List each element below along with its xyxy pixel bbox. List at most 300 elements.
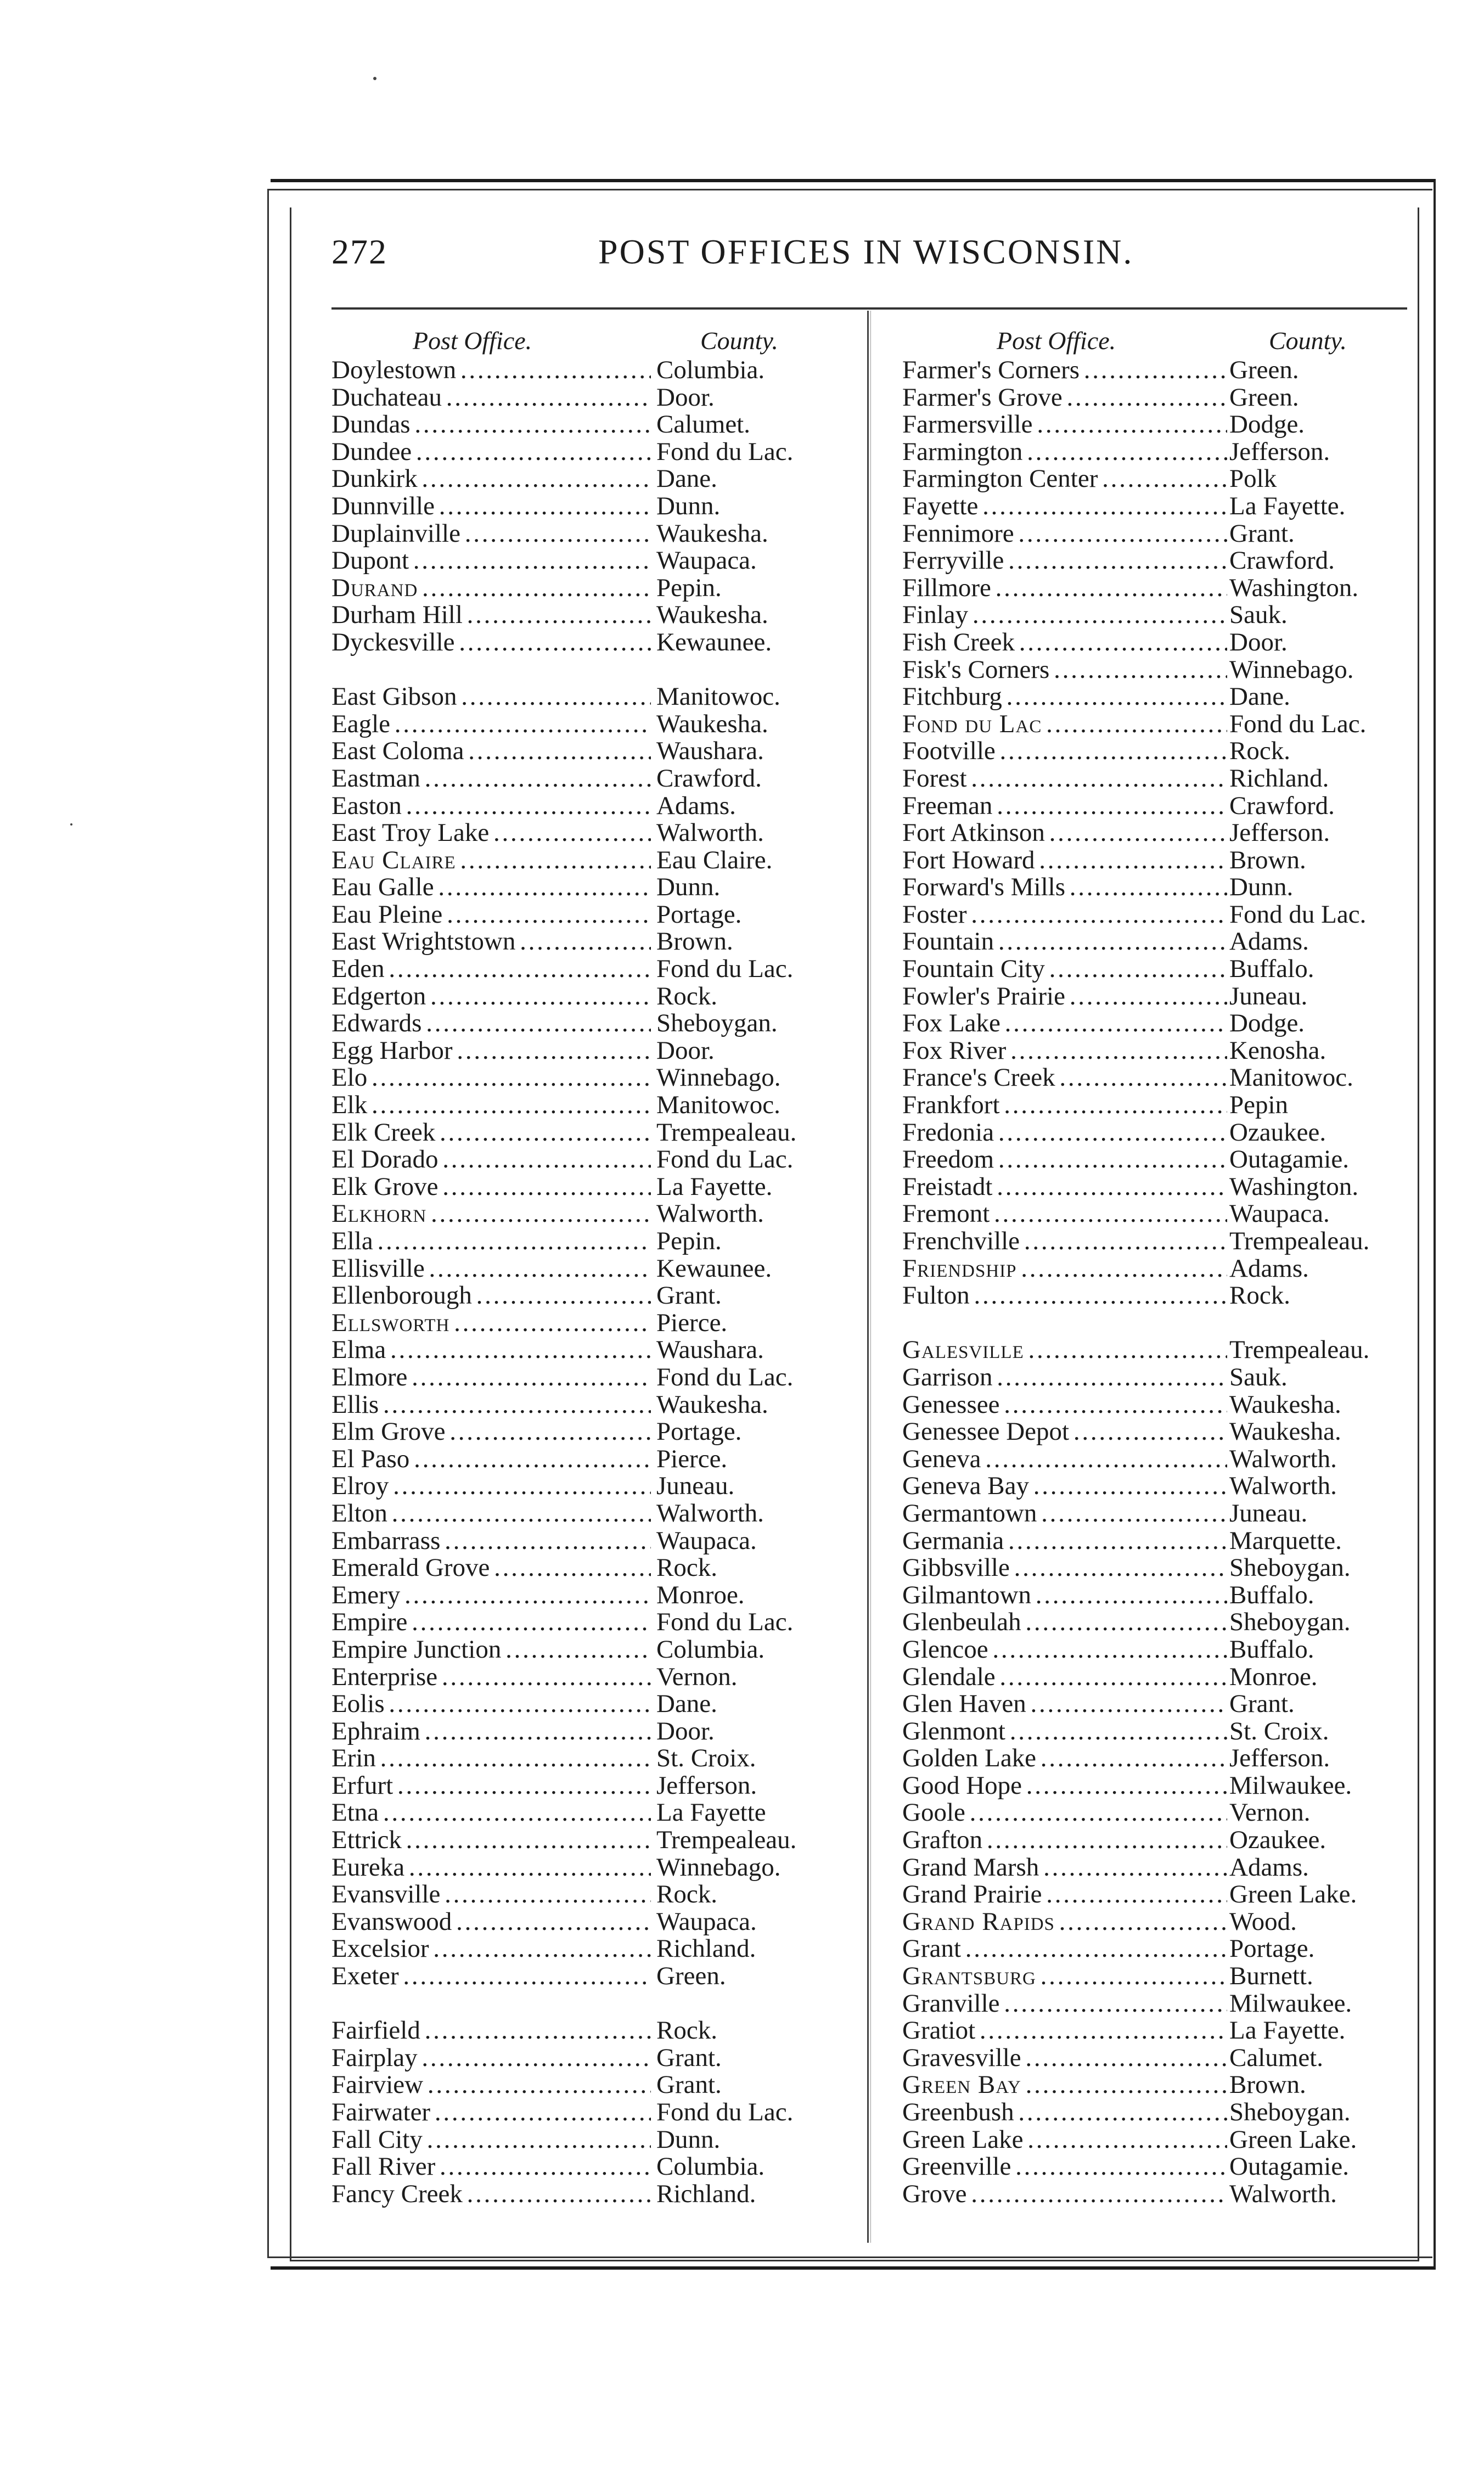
post-office-name: East Troy Lake . . . xyxy=(331,819,651,847)
county-name: Adams. xyxy=(1229,1254,1309,1283)
county-name: La Fayette. xyxy=(1229,491,1346,520)
county-name: Sauk. xyxy=(1229,600,1288,630)
post-office-name: Granville . . . xyxy=(902,1990,1227,2018)
post-office-entry xyxy=(331,575,858,602)
county-name: Portage. xyxy=(656,1417,742,1446)
county-name: Dane. xyxy=(656,1689,717,1719)
post-office-name: Greenville . . . xyxy=(902,2153,1227,2181)
post-office-name: Genessee . . . xyxy=(902,1391,1227,1419)
post-office-name: Glenmont . . . xyxy=(902,1718,1227,1745)
post-office-name: Farmer's Corners . . . xyxy=(902,357,1227,384)
post-office-entry xyxy=(331,465,858,493)
post-office-name: Greenbush . . . xyxy=(902,2099,1227,2126)
county-name: Buffalo. xyxy=(1229,955,1314,984)
post-office-name: East Coloma . . . xyxy=(331,738,651,765)
post-office-entry xyxy=(902,956,1418,983)
county-name: Walworth. xyxy=(656,818,764,847)
post-office-name: El Dorado . . . xyxy=(331,1146,651,1174)
post-office-name: Friendship . . . xyxy=(902,1255,1227,1283)
county-name: Grant. xyxy=(1229,1689,1295,1719)
county-name: Waupaca. xyxy=(656,1526,757,1555)
post-office-entry xyxy=(902,1337,1418,1364)
post-office-entry xyxy=(331,847,858,874)
post-office-name: Grant . . . xyxy=(902,1935,1227,1963)
county-name: Door. xyxy=(656,1716,715,1745)
county-name: Manitowoc. xyxy=(1229,1063,1353,1092)
county-name: Winnebago. xyxy=(656,1063,781,1092)
column-divider xyxy=(867,311,869,2243)
post-office-name: Fremont . . . xyxy=(902,1200,1227,1228)
county-name: St. Croix. xyxy=(656,1744,756,1773)
county-name: Dane. xyxy=(1229,682,1290,711)
post-office-entry xyxy=(902,1718,1418,1745)
post-office-entry xyxy=(331,1037,858,1065)
county-name: Adams. xyxy=(1229,1852,1309,1882)
post-office-name: Forest . . . xyxy=(902,765,1227,793)
post-office-entry xyxy=(331,1418,858,1446)
right-column xyxy=(902,325,1418,2208)
post-office-name: Footville . . . xyxy=(902,738,1227,765)
county-name: Green Lake. xyxy=(1229,1880,1357,1909)
post-office-entry xyxy=(331,2181,858,2208)
post-office-name: Grafton . . . xyxy=(902,1827,1227,1854)
county-name: Adams. xyxy=(1229,927,1309,956)
post-office-name: Edwards . . . xyxy=(331,1010,651,1037)
post-office-name: Elk Grove . . . xyxy=(331,1174,651,1201)
post-office-entry xyxy=(902,1418,1418,1446)
post-office-entry xyxy=(902,819,1418,847)
post-office-name: Eastman . . . xyxy=(331,765,651,793)
post-office-name: Eolis . . . xyxy=(331,1691,651,1718)
post-office-name: Embarrass . . . xyxy=(331,1528,651,1555)
post-office-name: Exeter . . . xyxy=(331,1963,651,1990)
county-name: Waukesha. xyxy=(656,519,768,548)
post-office-entry xyxy=(902,1092,1418,1119)
post-office-name: Glen Haven . . . xyxy=(902,1691,1227,1718)
county-name: Fond du Lac. xyxy=(656,1362,794,1391)
post-office-entry xyxy=(331,1799,858,1827)
post-office-name: Fall City . . . xyxy=(331,2126,651,2154)
post-office-name: Farmington . . . xyxy=(902,439,1227,466)
post-office-entry xyxy=(902,1174,1418,1201)
post-office-entry xyxy=(331,493,858,520)
post-office-entry xyxy=(902,1200,1418,1228)
county-name: Sheboygan. xyxy=(1229,2098,1351,2126)
post-office-entry xyxy=(902,1799,1418,1827)
county-name: Manitowoc. xyxy=(656,1091,780,1120)
post-office-name: Eau Pleine . . . xyxy=(331,901,651,929)
post-office-name: Geneva . . . xyxy=(902,1446,1227,1473)
county-name: Rock. xyxy=(656,1880,717,1909)
post-office-name: Eau Galle . . . xyxy=(331,874,651,901)
post-office-name: Ephraim . . . xyxy=(331,1718,651,1745)
post-office-name: Excelsior . . . xyxy=(331,1935,651,1963)
county-name: Walworth. xyxy=(656,1199,764,1228)
post-office-entry xyxy=(902,656,1418,684)
county-name: Sheboygan. xyxy=(1229,1608,1351,1637)
county-name: Outagamie. xyxy=(1229,1145,1349,1174)
post-office-entry xyxy=(331,1963,858,1990)
post-office-name: Elton . . . xyxy=(331,1500,651,1528)
county-name: Kenosha. xyxy=(1229,1036,1326,1065)
post-office-name: Emery . . . xyxy=(331,1582,651,1609)
post-office-entry xyxy=(902,1854,1418,1882)
county-name: Trempealeau. xyxy=(1229,1227,1370,1255)
county-name: Fond du Lac. xyxy=(656,1145,794,1174)
post-office-name: Emerald Grove . . . xyxy=(331,1554,651,1582)
post-office-name: Fish Creek . . . xyxy=(902,629,1227,656)
county-name: Grant. xyxy=(656,1281,722,1310)
post-office-name: Farmersville . . . xyxy=(902,411,1227,439)
post-office-name: El Paso . . . xyxy=(331,1446,651,1473)
county-name: Walworth. xyxy=(1229,1472,1337,1501)
post-office-name: France's Creek . . . xyxy=(902,1064,1227,1092)
post-office-entry xyxy=(331,1718,858,1745)
post-office-name: Elkhorn . . . xyxy=(331,1200,651,1228)
county-name: Kewaunee. xyxy=(656,627,772,656)
post-office-name: Eureka . . . xyxy=(331,1854,651,1882)
post-office-entry xyxy=(331,793,858,820)
post-office-name: Fairview . . . xyxy=(331,2072,651,2099)
post-office-entry xyxy=(331,1745,858,1772)
county-name: Fond du Lac. xyxy=(1229,900,1367,929)
county-name: Buffalo. xyxy=(1229,1580,1314,1609)
post-office-name: Duplainville . . . xyxy=(331,520,651,548)
county-name: Fond du Lac. xyxy=(1229,709,1367,738)
post-office-name: Grand Marsh . . . xyxy=(902,1854,1227,1882)
post-office-entry xyxy=(902,983,1418,1011)
post-office-name: Grand Rapids . . . xyxy=(902,1908,1227,1936)
post-office-name: Ellenborough . . . xyxy=(331,1282,651,1310)
post-office-name: Geneva Bay . . . xyxy=(902,1473,1227,1500)
post-office-entry xyxy=(902,1282,1418,1310)
county-name: Winnebago. xyxy=(1229,655,1354,684)
post-office-entry xyxy=(902,1037,1418,1065)
county-name: Ozaukee. xyxy=(1229,1826,1326,1855)
county-name: Kewaunee. xyxy=(656,1254,772,1283)
post-office-entry xyxy=(331,1282,858,1310)
post-office-entry xyxy=(331,2099,858,2126)
post-office-name: Glenbeulah . . . xyxy=(902,1609,1227,1636)
post-office-name: Empire Junction . . . xyxy=(331,1636,651,1664)
county-name: Winnebago. xyxy=(656,1852,781,1882)
post-office-name: Elm Grove . . . xyxy=(331,1418,651,1446)
county-name: Fond du Lac. xyxy=(656,437,794,466)
county-name: Door. xyxy=(656,383,715,412)
post-office-name: Foster . . . xyxy=(902,901,1227,929)
post-office-entry xyxy=(331,1119,858,1147)
post-office-entry xyxy=(331,1310,858,1337)
county-name: Vernon. xyxy=(1229,1798,1311,1827)
post-office-entry xyxy=(331,1609,858,1636)
post-office-entry xyxy=(902,1528,1418,1555)
post-office-entry xyxy=(331,629,858,656)
post-office-entry xyxy=(902,1255,1418,1283)
post-office-name: Eau Claire . . . xyxy=(331,847,651,874)
post-office-name: Frenchville . . . xyxy=(902,1228,1227,1255)
post-office-name: Green Lake . . . xyxy=(902,2126,1227,2154)
county-name: La Fayette. xyxy=(1229,2016,1346,2045)
post-office-name: Fredonia . . . xyxy=(902,1119,1227,1147)
county-name: Door. xyxy=(656,1036,715,1065)
county-name: Portage. xyxy=(656,900,742,929)
county-name: Manitowoc. xyxy=(656,682,780,711)
post-office-entry xyxy=(331,1908,858,1936)
county-name: Fond du Lac. xyxy=(656,955,794,984)
post-office-entry xyxy=(902,1473,1418,1500)
post-office-name: Ellsworth . . . xyxy=(331,1310,651,1337)
county-name: Rock. xyxy=(1229,1281,1290,1310)
post-office-entry xyxy=(331,1881,858,1908)
post-office-entry xyxy=(902,1636,1418,1664)
post-office-entry xyxy=(331,901,858,929)
county-name: Door. xyxy=(1229,627,1288,656)
post-office-entry xyxy=(331,928,858,956)
post-office-entry xyxy=(902,520,1418,548)
post-office-entry xyxy=(902,1146,1418,1174)
post-office-entry xyxy=(902,1745,1418,1772)
post-office-entry xyxy=(902,1554,1418,1582)
post-office-entry xyxy=(331,602,858,629)
county-name: Crawford. xyxy=(1229,791,1335,820)
county-name: Waushara. xyxy=(656,1335,764,1365)
county-name: Dunn. xyxy=(656,873,721,902)
post-office-name: Fond du Lac . . . xyxy=(902,711,1227,738)
section-gap xyxy=(902,1310,1418,1337)
county-name: Pepin. xyxy=(656,1227,722,1255)
post-office-entry xyxy=(331,1554,858,1582)
county-name: La Fayette xyxy=(656,1798,766,1827)
post-office-entry xyxy=(902,1364,1418,1391)
post-office-entry xyxy=(902,1119,1418,1147)
county-name: Calumet. xyxy=(1229,2043,1323,2072)
county-name: Ozaukee. xyxy=(1229,1118,1326,1147)
post-office-entry xyxy=(331,1064,858,1092)
post-office-name: Dundee . . . xyxy=(331,439,651,466)
post-office-name: Farmer's Grove . . . xyxy=(902,384,1227,412)
post-office-name: Edgerton . . . xyxy=(331,983,651,1011)
post-office-entry xyxy=(331,1473,858,1500)
county-name: Dodge. xyxy=(1229,410,1305,439)
county-name: Walworth. xyxy=(1229,2179,1337,2208)
county-name: Waupaca. xyxy=(1229,1199,1330,1228)
post-office-entry xyxy=(902,1609,1418,1636)
post-office-entry xyxy=(902,2099,1418,2126)
post-office-name: Fall River . . . xyxy=(331,2153,651,2181)
county-name: Juneau. xyxy=(1229,1498,1308,1528)
post-office-name: Germantown . . . xyxy=(902,1500,1227,1528)
county-name: Dane. xyxy=(656,464,717,493)
post-office-name: Fairplay . . . xyxy=(331,2045,651,2072)
county-name: Richland. xyxy=(656,1934,756,1963)
post-office-name: Fowler's Prairie . . . xyxy=(902,983,1227,1011)
post-office-name: Ella . . . xyxy=(331,1228,651,1255)
post-office-name: Glencoe . . . xyxy=(902,1636,1227,1664)
county-name: Sauk. xyxy=(1229,1362,1288,1391)
post-office-name: Fairwater . . . xyxy=(331,2099,651,2126)
post-office-entry xyxy=(902,1908,1418,1936)
post-office-name: Dunnville . . . xyxy=(331,493,651,520)
county-name: Grant. xyxy=(656,2043,722,2072)
right-entry-list xyxy=(902,357,1418,2208)
post-office-entry xyxy=(902,1664,1418,1691)
post-office-name: Fairfield . . . xyxy=(331,2017,651,2045)
county-name: Dunn. xyxy=(656,491,721,520)
county-heading: County. xyxy=(1269,327,1347,355)
post-office-name: Good Hope . . . xyxy=(902,1772,1227,1800)
county-name: Milwaukee. xyxy=(1229,1989,1352,2018)
county-name: Rock. xyxy=(656,1553,717,1582)
post-office-name: Garrison . . . xyxy=(902,1364,1227,1391)
county-name: Richland. xyxy=(1229,764,1329,793)
county-name: Green. xyxy=(1229,383,1299,412)
post-office-entry xyxy=(902,1935,1418,1963)
county-name: Milwaukee. xyxy=(1229,1771,1352,1800)
county-name: Pierce. xyxy=(656,1308,728,1337)
post-office-name: Dyckesville . . . xyxy=(331,629,651,656)
post-office-name: Germania . . . xyxy=(902,1528,1227,1555)
county-name: Dunn. xyxy=(656,2125,721,2154)
county-name: Vernon. xyxy=(656,1662,738,1691)
county-name: Grant. xyxy=(1229,519,1295,548)
county-name: Pepin xyxy=(1229,1091,1289,1120)
post-office-entry xyxy=(331,711,858,738)
county-name: Brown. xyxy=(656,927,733,956)
post-office-entry xyxy=(331,1500,858,1528)
county-name: Rock. xyxy=(1229,737,1290,766)
post-office-name: Gratiot . . . xyxy=(902,2017,1227,2045)
county-name: Columbia. xyxy=(656,356,765,384)
post-office-name: Fox River . . . xyxy=(902,1037,1227,1065)
post-office-entry xyxy=(902,629,1418,656)
post-office-entry xyxy=(902,575,1418,602)
county-name: Sheboygan. xyxy=(1229,1553,1351,1582)
county-name: Trempealeau. xyxy=(656,1826,797,1855)
post-office-name: Gilmantown . . . xyxy=(902,1582,1227,1609)
post-office-name: Ferryville . . . xyxy=(902,547,1227,575)
post-office-entry xyxy=(331,1364,858,1391)
post-office-name: Fort Atkinson . . . xyxy=(902,819,1227,847)
county-name: Waushara. xyxy=(656,737,764,766)
post-office-name: Elk Creek . . . xyxy=(331,1119,651,1147)
post-office-entry xyxy=(331,738,858,765)
post-office-entry xyxy=(331,439,858,466)
post-office-entry xyxy=(331,357,858,384)
post-office-entry xyxy=(331,1582,858,1609)
county-name: Green. xyxy=(656,1962,726,1991)
post-office-entry xyxy=(331,1827,858,1854)
post-office-entry xyxy=(331,983,858,1011)
county-name: Marquette. xyxy=(1229,1526,1342,1555)
county-name: Calumet. xyxy=(656,410,750,439)
post-office-entry xyxy=(902,1963,1418,1990)
post-office-entry xyxy=(902,547,1418,575)
post-office-name: Glendale . . . xyxy=(902,1664,1227,1691)
post-office-entry xyxy=(902,384,1418,412)
post-office-name: Enterprise . . . xyxy=(331,1664,651,1691)
post-office-entry xyxy=(331,411,858,439)
post-office-entry xyxy=(902,901,1418,929)
column-divider-shadow xyxy=(870,311,871,2243)
print-speck xyxy=(373,77,376,80)
post-office-name: Doylestown . . . xyxy=(331,357,651,384)
county-name: Waukesha. xyxy=(656,1390,768,1419)
post-office-name: Genessee Depot . . . xyxy=(902,1418,1227,1446)
post-office-entry xyxy=(331,819,858,847)
post-office-name: Eagle . . . xyxy=(331,711,651,738)
county-name: Waukesha. xyxy=(1229,1390,1341,1419)
post-office-entry xyxy=(902,738,1418,765)
county-name: Dodge. xyxy=(1229,1009,1305,1038)
post-office-entry xyxy=(331,520,858,548)
post-office-entry xyxy=(902,2045,1418,2072)
post-office-entry xyxy=(331,1010,858,1037)
post-office-name: Eden . . . xyxy=(331,956,651,983)
county-name: Columbia. xyxy=(656,2152,765,2181)
right-column-header xyxy=(902,325,1418,357)
post-office-name: Durham Hill . . . xyxy=(331,602,651,629)
post-office-name: Empire . . . xyxy=(331,1609,651,1636)
post-office-name: Evansville . . . xyxy=(331,1881,651,1908)
county-name: Washington. xyxy=(1229,1172,1359,1201)
county-name: Monroe. xyxy=(1229,1662,1318,1691)
left-column-header xyxy=(331,325,858,357)
post-office-entry xyxy=(331,1092,858,1119)
post-office-name: Frankfort . . . xyxy=(902,1092,1227,1119)
county-name: Sheboygan. xyxy=(656,1009,778,1038)
county-name: Jefferson. xyxy=(656,1771,757,1800)
post-office-name: Grove . . . xyxy=(902,2181,1227,2208)
post-office-name: Etna . . . xyxy=(331,1799,651,1827)
post-office-name: Ellis . . . xyxy=(331,1391,651,1419)
county-heading: County. xyxy=(700,327,778,355)
post-office-name: Forward's Mills . . . xyxy=(902,874,1227,901)
county-name: Monroe. xyxy=(656,1580,745,1609)
post-office-name: East Gibson . . . xyxy=(331,683,651,711)
post-office-name: Gibbsville . . . xyxy=(902,1554,1227,1582)
post-office-name: Fox Lake . . . xyxy=(902,1010,1227,1037)
county-name: Walworth. xyxy=(656,1498,764,1528)
county-name: St. Croix. xyxy=(1229,1716,1329,1745)
post-office-name: Fayette . . . xyxy=(902,493,1227,520)
post-office-entry xyxy=(331,2045,858,2072)
post-office-entry xyxy=(331,1691,858,1718)
post-office-entry xyxy=(331,956,858,983)
county-name: Grant. xyxy=(656,2070,722,2100)
post-office-name: Erin . . . xyxy=(331,1745,651,1772)
post-office-name: Ettrick . . . xyxy=(331,1827,651,1854)
county-name: Fond du Lac. xyxy=(656,2098,794,2126)
post-office-entry xyxy=(902,493,1418,520)
post-office-entry xyxy=(902,439,1418,466)
county-name: Jefferson. xyxy=(1229,818,1330,847)
post-office-entry xyxy=(902,1691,1418,1718)
post-office-entry xyxy=(331,1664,858,1691)
post-office-entry xyxy=(902,2126,1418,2154)
county-name: Buffalo. xyxy=(1229,1635,1314,1664)
post-office-entry xyxy=(331,1255,858,1283)
post-office-entry xyxy=(331,1528,858,1555)
post-office-name: Fisk's Corners . . . xyxy=(902,656,1227,684)
post-office-entry xyxy=(902,2181,1418,2208)
post-office-name: Elmore . . . xyxy=(331,1364,651,1391)
post-office-entry xyxy=(902,711,1418,738)
county-name: Crawford. xyxy=(656,764,762,793)
county-name: Waupaca. xyxy=(656,1907,757,1936)
post-office-name: Gravesville . . . xyxy=(902,2045,1227,2072)
post-office-entry xyxy=(331,1636,858,1664)
post-office-heading: Post Office. xyxy=(997,327,1116,355)
